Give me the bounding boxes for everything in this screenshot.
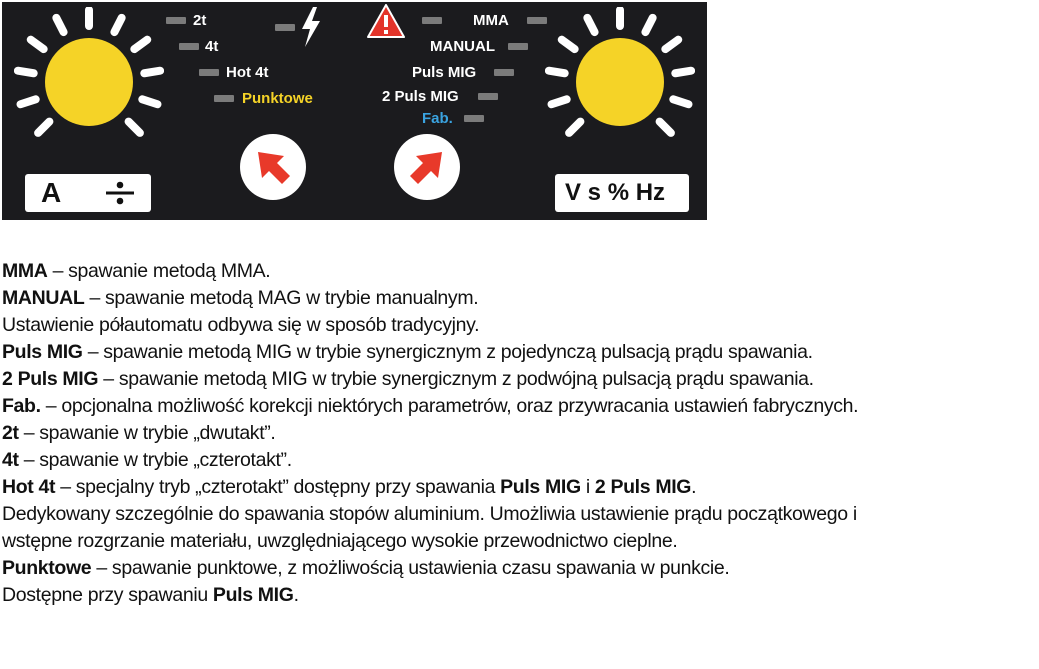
desc-line-4t — [2, 447, 1037, 474]
desc-line-puls-mig — [2, 339, 1037, 366]
current-knob[interactable] — [14, 7, 164, 157]
mode-label-fab: Fab. — [422, 110, 453, 127]
knob-scale-mark — [56, 18, 63, 32]
desc-punktowe-text: – spawanie punktowe, z możliwością ustawienia czasu spawania w punkcie. — [91, 557, 730, 579]
knob-scale-mark — [675, 71, 691, 74]
led-mma — [527, 17, 547, 24]
mode-label-2-puls-mig: 2 Puls MIG — [382, 88, 459, 105]
term-mma: MMA — [2, 260, 48, 282]
term-punktowe: Punktowe — [2, 557, 92, 579]
knob-scale-mark — [569, 122, 580, 133]
knob-scale-mark — [665, 40, 678, 49]
term-manual: MANUAL — [2, 287, 85, 309]
desc-line-hot-4t — [2, 474, 1037, 501]
led-punktowe — [214, 95, 234, 102]
term-puls-mig-ref-2: Puls MIG — [212, 584, 294, 606]
mode-label-puls-mig: Puls MIG — [412, 64, 477, 81]
desc-line-punktowe-note — [2, 582, 1037, 609]
knob-center[interactable] — [45, 38, 133, 126]
wire-feed-icon — [105, 180, 135, 206]
desc-hot-4t-and: i — [580, 476, 595, 498]
mode-label-manual: MANUAL — [430, 38, 495, 55]
mode-descriptions — [2, 258, 1037, 609]
term-hot-4t: Hot 4t — [2, 476, 56, 498]
desc-2-puls-mig-text: – spawanie metodą MIG w trybie synergicznym z podwójną pulsacją prądu spawania. — [98, 368, 814, 390]
knob-scale-mark — [38, 122, 49, 133]
term-2-puls-mig-ref: 2 Puls MIG — [594, 476, 692, 498]
desc-mma-text: – spawanie metodą MMA. — [47, 260, 271, 282]
voltage-knob[interactable] — [545, 7, 695, 157]
term-2t: 2t — [2, 422, 19, 444]
knob-scale-mark — [549, 71, 565, 74]
mode-label-punktowe: Punktowe — [242, 90, 313, 107]
voltage-unit-box — [555, 174, 689, 212]
knob-scale-mark — [552, 99, 567, 104]
desc-fab-text: – opcjonalna możliwość korekcji niektórych parametrów, oraz przywracania ustawień fabrycznych. — [40, 395, 859, 417]
desc-hot-4t-text: – specjalny tryb „czterotakt” dostępny przy spawania — [55, 476, 501, 498]
desc-line-mma — [2, 258, 1037, 285]
led-fab — [464, 115, 484, 122]
knob-center[interactable] — [576, 38, 664, 126]
current-unit-box — [25, 174, 151, 212]
lightning-icon — [300, 7, 322, 47]
desc-line-hot-4t-note-1: Dedykowany szczególnie do spawania stopów aluminium. Umożliwia ustawienie prądu początkowego i — [2, 503, 857, 525]
voltage-knob-dial[interactable] — [545, 7, 695, 157]
knob-scale-mark — [673, 99, 688, 104]
led-lightning — [275, 24, 295, 31]
voltage-unit-label: V s % Hz — [565, 179, 666, 206]
desc-manual-text: – spawanie metodą MAG w trybie manualnym. — [84, 287, 479, 309]
knob-scale-mark — [18, 71, 34, 74]
warning-triangle-icon — [367, 4, 405, 38]
current-unit-label: A — [41, 177, 62, 208]
desc-line-2t — [2, 420, 1037, 447]
term-2-puls-mig: 2 Puls MIG — [2, 368, 99, 390]
led-manual — [508, 43, 528, 50]
knob-scale-mark — [562, 40, 575, 49]
knob-scale-mark — [587, 18, 594, 32]
desc-hot-4t-end: . — [691, 476, 697, 498]
knob-scale-mark — [114, 18, 121, 32]
knob-scale-mark — [645, 18, 652, 32]
current-knob-dial[interactable] — [14, 7, 164, 157]
mode-label-4t: 4t — [205, 38, 219, 55]
mode-select-left-button[interactable] — [240, 134, 306, 200]
led-puls-mig — [494, 69, 514, 76]
term-fab: Fab. — [2, 395, 41, 417]
knob-scale-mark — [129, 122, 140, 133]
desc-punktowe-note-text: Dostępne przy spawaniu — [2, 584, 213, 606]
desc-puls-mig-text: – spawanie metodą MIG w trybie synergicznym z pojedynczą pulsacją prądu spawania. — [82, 341, 813, 363]
welder-control-panel — [2, 2, 707, 220]
led-hot-4t — [199, 69, 219, 76]
term-puls-mig-ref: Puls MIG — [500, 476, 581, 498]
desc-punktowe-note-end: . — [293, 584, 299, 606]
desc-line-punktowe — [2, 555, 1037, 582]
led-4t — [179, 43, 199, 50]
arrow-up-left-icon — [240, 134, 306, 200]
led-2t — [166, 17, 186, 24]
mode-label-hot-4t: Hot 4t — [226, 64, 269, 81]
desc-line-2-puls-mig — [2, 366, 1037, 393]
desc-4t-text: – spawanie w trybie „czterotakt”. — [18, 449, 292, 471]
mode-label-mma: MMA — [473, 12, 509, 29]
led-mma-left — [422, 17, 442, 24]
mode-select-right-button[interactable] — [394, 134, 460, 200]
knob-scale-mark — [142, 99, 157, 104]
knob-scale-mark — [660, 122, 671, 133]
term-puls-mig: Puls MIG — [2, 341, 83, 363]
desc-line-fab — [2, 393, 1037, 420]
term-4t: 4t — [2, 449, 19, 471]
led-2-puls-mig — [478, 93, 498, 100]
desc-line-manual-note: Ustawienie półautomatu odbywa się w sposób tradycyjny. — [2, 314, 480, 336]
arrow-up-right-icon — [394, 134, 460, 200]
knob-scale-mark — [31, 40, 44, 49]
knob-scale-mark — [144, 71, 160, 74]
knob-scale-mark — [21, 99, 36, 104]
desc-line-manual — [2, 285, 1037, 312]
desc-2t-text: – spawanie w trybie „dwutakt”. — [18, 422, 276, 444]
desc-line-hot-4t-note-2: wstępne rozgrzanie materiału, uwzględniającego wysokie przewodnictwo cieplne. — [2, 530, 678, 552]
knob-scale-mark — [134, 40, 147, 49]
mode-label-2t: 2t — [193, 12, 207, 29]
